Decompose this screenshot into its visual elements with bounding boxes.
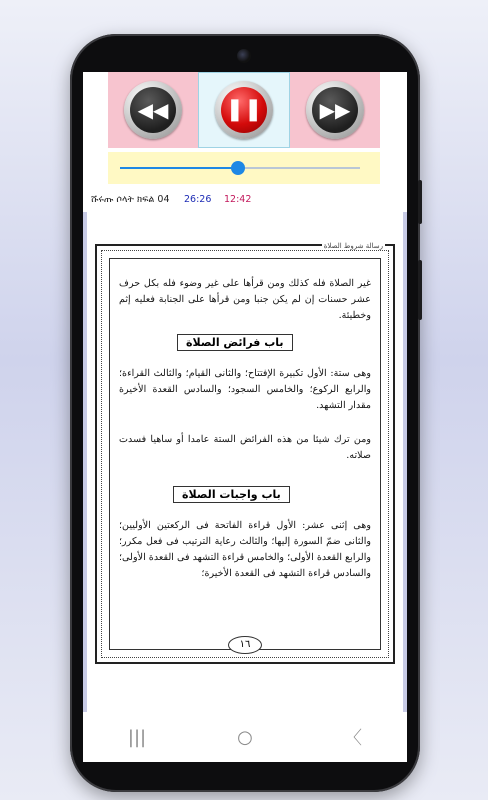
elapsed-time: 26:26: [184, 194, 212, 205]
back-icon[interactable]: 〈: [344, 728, 362, 749]
fast-forward-button[interactable]: [290, 72, 380, 148]
pause-icon: ❚❚: [225, 97, 263, 122]
pause-button-face: [221, 87, 267, 133]
book-page-viewer[interactable]: [83, 212, 407, 712]
front-camera: [237, 49, 251, 63]
android-navigation-bar: [83, 712, 407, 762]
seek-thumb[interactable]: [231, 161, 245, 175]
power-button: [418, 260, 422, 320]
fast-forward-icon: ▶▶: [319, 98, 351, 122]
book-page: [95, 244, 395, 664]
fast-forward-button-ring: [306, 81, 364, 139]
page-left-edge: [83, 212, 87, 712]
seek-bar-panel: [108, 152, 380, 184]
page-header-label: رسالة شروط الصلاة: [323, 242, 383, 250]
volume-button: [418, 180, 422, 224]
audio-player-controls: [108, 72, 380, 148]
page-number: ١٦: [228, 636, 262, 654]
app-screen: [83, 72, 407, 762]
track-title: ሹሩጡ ሶላት ክፍል 04: [91, 194, 170, 205]
page-right-edge: [403, 212, 407, 712]
rewind-button-face: [130, 87, 176, 133]
paragraph-3: ومن ترك شيئا من هذه الفرائض الستة عامدا أو ساهيا فسدت صلاته.: [119, 434, 371, 461]
recents-icon[interactable]: |||: [127, 726, 147, 748]
rewind-button[interactable]: [108, 72, 198, 148]
home-icon[interactable]: ○: [237, 726, 253, 748]
duration-time: 12:42: [224, 194, 252, 205]
paragraph-2: وهى ستة: الأول تكبيرة الإفتتاح؛ والثانى القيام؛ والثالث القراءة؛ والرابع الركوع؛ والخامس السجود؛ والسادس القعدة الأخيرة مقدار التشهد.: [119, 368, 371, 411]
paragraph-4: وهى إثنى عشر: الأول قراءة الفاتحة فى الركعتين الأوليين؛ والثانى ضمّ السورة إليها؛ والثالث رعاية الترتيب فى فعل مكرر؛ والرابع القعدة الأولى؛ والخامس قراءة التشهد فى القعدة الأولى؛ والسادس قراءة التشهد فى القعدة الأخيرة؛: [119, 520, 371, 579]
seek-track[interactable]: [120, 167, 360, 169]
section-heading-2: باب واجبات الصلاة: [173, 486, 290, 503]
rewind-icon: ◀◀: [137, 98, 169, 122]
paragraph-1: غير الصلاة فله كذلك ومن قرأها على غير وضوء فله بكل حرف عشر حسنات إن لم يكن جنبا ومن قرأها على الجنابة فعليه إثم وخطيئة.: [119, 278, 371, 321]
pause-button-ring: [215, 81, 273, 139]
rewind-button-ring: [124, 81, 182, 139]
pause-button[interactable]: [198, 72, 290, 148]
section-heading-1: باب فرائض الصلاة: [177, 334, 293, 351]
fast-forward-button-face: [312, 87, 358, 133]
seek-progress: [120, 167, 238, 169]
track-info-row: [83, 192, 407, 208]
